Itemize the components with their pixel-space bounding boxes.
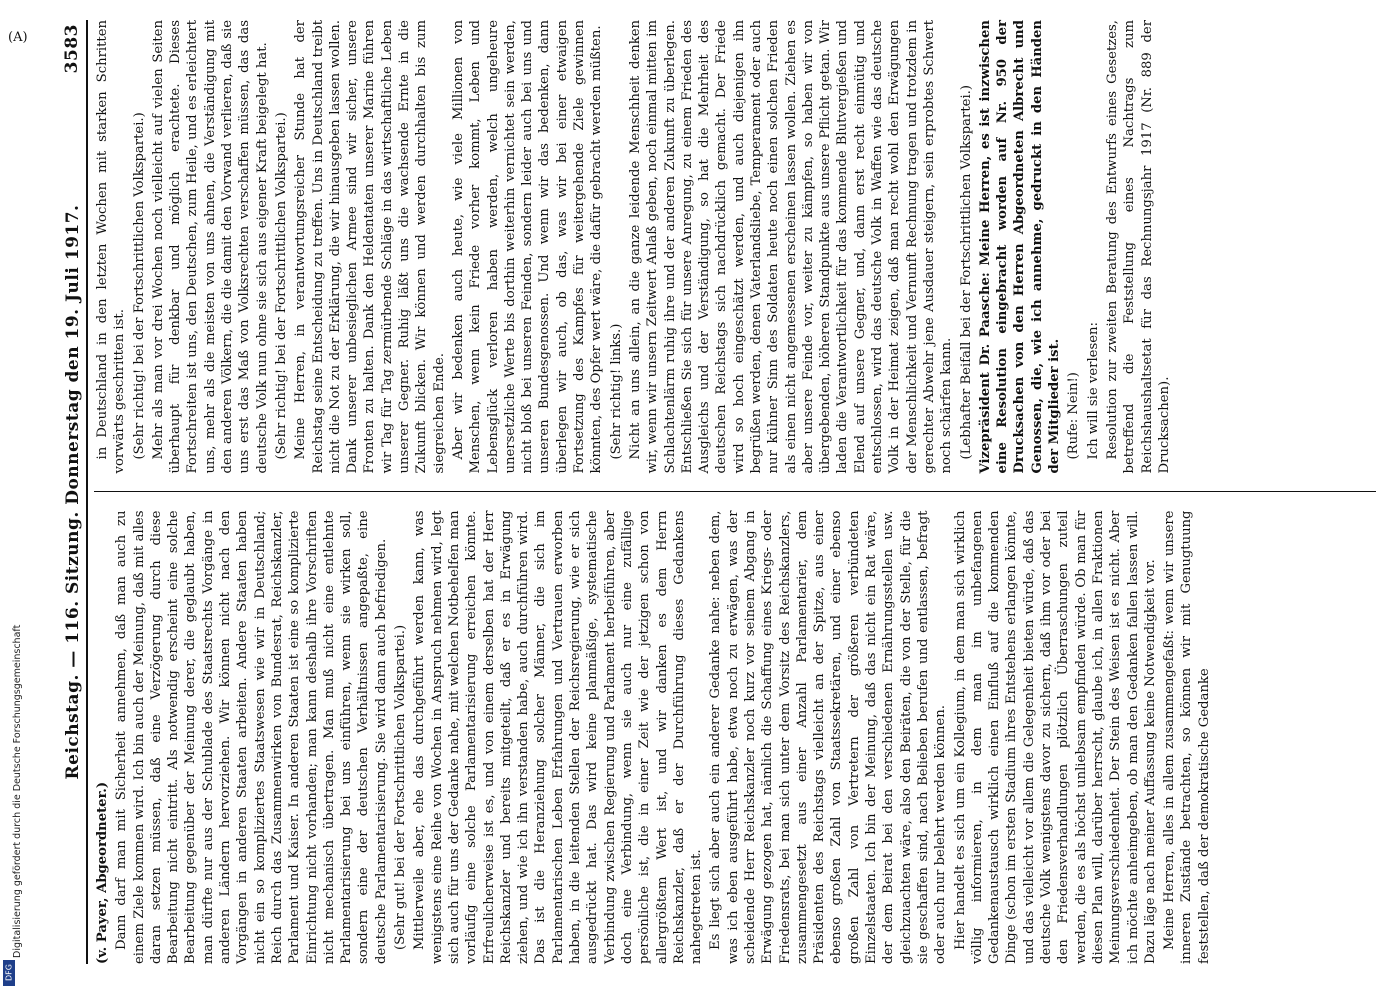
text-paragraph: Es liegt sich aber auch ein anderer Gedanke nahe: neben dem, was ich eben ausgeführt habe, etwa noch zu erwägen, was der scheidende Herr Reichskanzler noch kurz vor seinem Abgang in Erwägung gezogen hat, nämlich die Schaffung eines Kriegs- oder Friedensrats, bei man sich unter dem Vorsitz des Reichskanzlers, zusammengesetzt aus einer Anzahl Parlamentarier, dem Präsidenten des Reichstags vielleicht an der Spitze, aus einer ebenso großen Zahl von Staatssekretären, und einer ebenso großen Zahl von Vertretern der größeren verbündeten Einzelstaaten. Ich bin der Meinung, daß das nicht ein Rat wäre, der dem Beirat bei den verschiedenen Ernährungsstellen usw. gleichzuachten wäre, also den Beiräten, die von der Stelle, für die sie geschaffen sind, nach Belieben berufen und entlassen, befragt oder auch nur belehrt werden können. [708,510,949,964]
text-paragraph: Mittlerweile aber, ehe das durchgeführt werden kann, was wenigstens eine Reihe von Wochen in Anspruch nehmen wird, legt sich auch für uns der Gedanke nahe, mit welchen Notbehelfen man vorläufig eine solche Parlamentarisierung erreichen könnte. Erfreulicherweise ist es, und von einem derselben hat der Herr Reichskanzler und bereits mitgeteilt, daß er es in Erwägung ziehen, und wie ich ihn verstanden habe, auch durchführen wird. Das ist die Heranziehung solcher Männer, die sich im Parlamentarischen Leben Erfahrungen und Vertrauen erworben haben, in die leitenden Stellen der Reichsregierung, wie er sich ausgedrückt hat. Das wird keine planmäßige, systematische Verbindung zwischen Regierung und Parlament herbeiführen, aber doch eine Verbindung, wenn sie auch nur eine zufällige persönliche ist, die in einer Zeit wie der jetzigen schon von allergrößtem Wert ist, und wir danken es dem Herrn Reichskanzler, daß er der Durchführung dieses Gedankens nahegetreten ist. [412,510,705,964]
footer-credit-wrap [0,590,23,960]
margin-mark-a: (A) [8,30,28,45]
text-paragraph: (Lebhafter Beifall bei der Fortschrittlichen Volkspartei.) [958,84,974,460]
text-paragraph: Ich will sie verlesen: [1085,322,1101,460]
rotated-page [60,20,1376,964]
text-paragraph: Mehr als man vor drei Wochen noch vielleicht auf vielen Seiten überhaupt für denkbar und möglich erachtete. Dieses Fortschreiten ist uns, den Deutschen, zum Heile, und es erleichtert uns, mehr als die meisten von uns ahnen, die Verständigung mit den anderen Völkern, die die damit den Vorwand verlieren, daß sie uns erst das Maß von Volksrechten verschaffen müssen, das das deutsche Volk nun ohne sie sich aus eigener Kraft beigelegt hat. [150,20,270,474]
footer-credit: Digitalisierung gefördert durch die Deutsche Forschungsgemeinschaft [12,624,23,958]
speaker-paragraph: Vizepräsident Dr. Paasche: Meine Herren, es ist inzwischen eine Resolution eingebracht worden auf Nr. 950 der Drucksachen von den Herren Abgeordneten Albrecht und Genossen, die, wie ich annehme, gedruckt in den Händen der Mitglieder ist. [977,20,1063,474]
document-page [60,20,1376,964]
right-column [94,20,1376,474]
text-paragraph: Nicht an uns allein, an die ganze leidende Menschheit denken wir, wenn wir unsern Zeitwert Anlaß geben, noch einmal mitten im Schlachtenlärm ruhig ihre und der anderen Zukunft zu überlegen. Entschließen Sie sich für unsere Anregung, zu einem Frieden des Ausgleichs und der Verständigung, so hat die Mehrheit des deutschen Reichstags sich nachdrücklich gemacht. Der Friede wird so hoch eingeschätzt werden, und auch diejenigen ihn begrüßen werden, denen Vaterlandsliebe, Temperament oder auch nur kühner Sinn des Soldaten heute noch einen solchen Frieden als einen nicht angemessenen erscheinen lassen wollen. Ziehen es aber unsere Feinde vor, weiter zu kämpfen, so haben wir von übergebenden, höheren Standpunkte aus unsere Pflicht getan. Wir laden die Verantwortlichkeit für das kommende Blutvergießen und Elend auf unsere Gegner, und, dann erst recht einmütig und entschlossen, wird das deutsche Volk in Waffen wie das deutsche Volk in der Heimat zeigen, daß man recht wohl den Erwägungen der Menschlichkeit und Vernunft Rechnung tragen und trotzdem in gerechter Abwehr jene Ausdauer steigern, sein erprobtes Schwert noch schärfen kann. [627,20,955,474]
text-paragraph: Resolution zur zweiten Beratung des Entwurfs eines Gesetzes, betreffend die Feststellung eines Nachtrags zum Reichshaushaltsetat für das Rechnungsjahr 1917 (Nr. 889 der Drucksachen). [1104,20,1172,474]
dfg-logo: DFG [3,960,15,986]
text-paragraph: Dann darf man mit Sicherheit annehmen, daß man auch zu einem Ziele kommen wird. Ich bin auch der Meinung, daß mit alles daran setzen müssen, daß eine Verzögerung durch diese Bearbeitung nicht eintritt. Als notwendig erscheint eine solche Bearbeitung gegenüber der Meinung derer, die geglaubt haben, man dürfte nur aus der Schublade des Staatsrechts Vorgänge in anderen Ländern hervorziehen. Wir können nicht nach den Vorgängen in anderen Staaten arbeiten. Andere Staaten haben nicht ein so kompliziertes Staatswesen wie wir in Deutschland; Reich durch das Zusammenwirken von Bundesrat, Reichskanzler, Parlament und Kaiser. In anderen Staaten ist eine so komplizierte Einrichtung nicht vorhanden; man kann deshalb ihre Vorschriften nicht mechanisch übertragen. Man muß nicht eine entlehnte Parlamentarisierung bei uns einführen, wenn sie wirken soll, sondern eine der deutschen Verhältnissen angepaßte, eine deutsche Parlamentarisierung. Sie wird dann auch befriedigen. [114,510,389,964]
text-paragraph: Hier handelt es sich um ein Kollegium, in dem man sich wirklich völlig informieren, in dem man im unbefangenen Gedankenaustausch wirklich einen Einfluß auf die kommenden Dinge (schon im ersten Stadium ihres Entstehens erlangen könnte, und das vielleicht vor allem die Gelegenheit bieten würde, daß das deutsche Volk wenigstens davor zu sichern, daß ihm vor oder bei den Friedensverhandlungen plötzlich Überraschungen zuteil werden, die es als höchst unliebsam empfinden würde. Ob man für diesen Plan will, darüber herrscht, glaube ich, in allen Fraktionen Meinungsverschiedenheit. Der Stein des Weisen ist es nicht. Aber ich möchte anheimgeben, ob man den Gedanken fallen lassen will. Dazu läge nach meiner Auffassung keine Notwendigkeit vor. [952,510,1158,964]
page-header [60,20,88,964]
column-divider [94,492,1376,493]
text-paragraph: Aber wir bedenken auch heute, wie viele Millionen von Menschen, wenn kein Friede vorher kommt, Leben und Lebensglück verloren haben werden, welch ungeheure unersetzliche Werte bis dorthin weiterhin vernichtet sein werden, nicht bloß bei unseren Feinden, sondern leider auch bei uns und unseren Bundesgenossen. Und wenn wir das bedenken, dann überlegen wir auch, ob das, was wir bei einer etwaigen Fortsetzung des Kampfes für weitergehende Ziele gewinnen könnten, des Opfer wert wäre, die dafür gebracht werden müßten. [450,20,605,474]
speaker-paragraph: (v. Payer, Abgeordneter.) [95,781,110,964]
left-column [94,511,1376,965]
text-paragraph: (Sehr richtig! links.) [608,323,624,460]
text-paragraph: Meine Herren, alles in allem zusammengefaßt: wenn wir unsere inneren Zustände betrachten, so können wir mit Genugtuung feststellen, daß der demokratische Gedanke [1162,510,1212,964]
text-paragraph: (Sehr richtig! bei der Fortschrittlichen Volkspartei.) [273,112,289,460]
text-paragraph: in Deutschland in den letzten Wochen mit starken Schritten vorwärts geschritten ist. [95,20,128,474]
text-paragraph: (Sehr richtig! bei der Fortschrittlichen Volkspartei.) [131,112,147,460]
text-paragraph: Meine Herren, in verantwortungsreicher Stunde hat der Reichstag seine Entscheidung zu treffen. Uns in Deutschland treibt nicht die Not zu der Erklärung, die wir hinausgeben lassen wollen. Dank unserer unbesieglichen Armee sind wir sicher, unsere Fronten zu halten. Dank den Heldentaten unserer Marine führen wir Tag für Tag zermürbende Schläge in das wirtschaftliche Leben unserer Gegner. Ruhig läßt uns die wachsende Ernte in die Zukunft blicken. Wir können und werden durchhalten bis zum siegreichen Ende. [293,20,447,474]
page-number: 3583 [62,24,82,74]
text-paragraph: (Sehr gut! bei der Fortschrittlichen Volkspartei.) [393,624,409,950]
text-paragraph: (Rufe: Nein!) [1066,372,1082,460]
page-title: Reichstag. — 116. Sitzung. Donnerstag den 19. Juli 1917. [63,204,83,780]
text-columns [94,20,1376,964]
